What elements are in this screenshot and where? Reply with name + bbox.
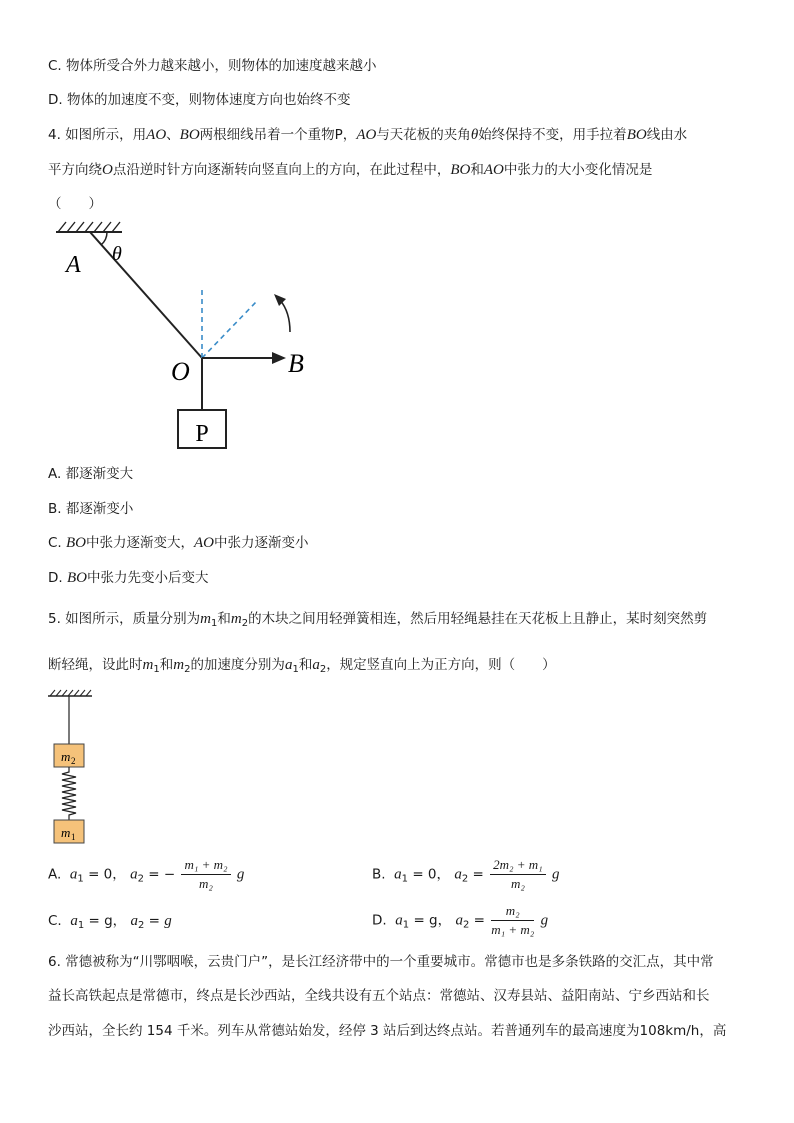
q5-option-b: B. $a_1 = 0$， $a_2$ = $\frac{\text{2m₂ + m₁}}{\text{m₂}}$ g <box>372 857 560 891</box>
label-theta: θ <box>112 243 122 265</box>
q3-option-d: D. 物体的加速度不变，则物体速度方向也始终不变 <box>48 92 351 108</box>
svg-text:m: m <box>61 749 71 764</box>
q5-figure <box>42 688 102 848</box>
ceiling-hatch <box>58 222 120 232</box>
q4-figure <box>50 220 320 455</box>
q4-stem-line1: 4. 如图所示，用AO、BO两根细线吊着一个重物P，AO与天花板的夹角θ始终保持不变，用手拉着BO线由水 <box>48 127 688 143</box>
label-p: P <box>195 421 209 447</box>
svg-text:m: m <box>61 825 71 840</box>
q3-option-c: C. 物体所受合外力越来越小，则物体的加速度越来越小 <box>48 58 377 74</box>
arrow-b-icon <box>272 352 286 364</box>
label-a: A <box>66 252 81 278</box>
q4-answer-paren: （ ） <box>48 196 102 212</box>
q4-option-b: B. 都逐渐变小 <box>48 501 134 517</box>
q4-option-d: D. BO中张力先变小后变大 <box>48 570 209 586</box>
q6-line1: 6. 常德被称为“川鄂咽喉，云贵门户”，是长江经济带中的一个重要城市。常德市也是多条铁路的交汇点，其中常 <box>48 954 714 970</box>
q4-option-c: C. BO中张力逐渐变大，AO中张力逐渐变小 <box>48 535 309 551</box>
q5-stem-line2: 断轻绳，设此时$m_1$和$m_2$的加速度分别为$a_1$和$a_2$，规定竖直向上为正方向，则（ ） <box>48 657 556 675</box>
spring <box>62 767 76 820</box>
q5-option-a: A. $a_1 = 0$， $a_2$ = − $\frac{\text{m₁ + m₂}}{\text{m₂}}$ g <box>48 857 245 891</box>
q5-option-d: D. $a_1 = g$， $a_2$ = $\frac{\text{m₂}}{\text{m₁ + m₂}}$ g <box>372 903 549 937</box>
q6-line3: 沙西站，全长约 154 千米。列车从常德站始发，经停 3 站后到达终点站。若普通列车的最高速度为108km/h，高 <box>48 1023 727 1039</box>
rotation-arrow <box>280 300 290 332</box>
q4-stem-line2: 平方向绕O点沿逆时针方向逐渐转向竖直向上的方向，在此过程中，BO和AO中张力的大小变化情况是 <box>48 162 653 178</box>
label-b: B <box>288 349 304 378</box>
dashed-diagonal <box>202 302 256 358</box>
svg-text:1: 1 <box>71 832 76 842</box>
string-ao <box>90 232 202 358</box>
svg-text:2: 2 <box>71 756 76 766</box>
ceiling-hatch <box>50 690 91 696</box>
q5-option-c: C. $a_1 = g$， $a_2 = g$ <box>48 913 172 931</box>
q5-stem-line1: 5. 如图所示，质量分别为$m_1$和$m_2$的木块之间用轻弹簧相连，然后用轻绳悬挂在天花板上且静止，某时刻突然剪 <box>48 611 708 629</box>
label-o: O <box>171 357 190 386</box>
q4-option-a: A. 都逐渐变大 <box>48 466 134 482</box>
angle-arc <box>101 232 107 245</box>
q6-line2: 益长高铁起点是常德市，终点是长沙西站，全线共设有五个站点：常德站、汉寿县站、益阳南站、宁乡西站和长 <box>48 988 710 1004</box>
